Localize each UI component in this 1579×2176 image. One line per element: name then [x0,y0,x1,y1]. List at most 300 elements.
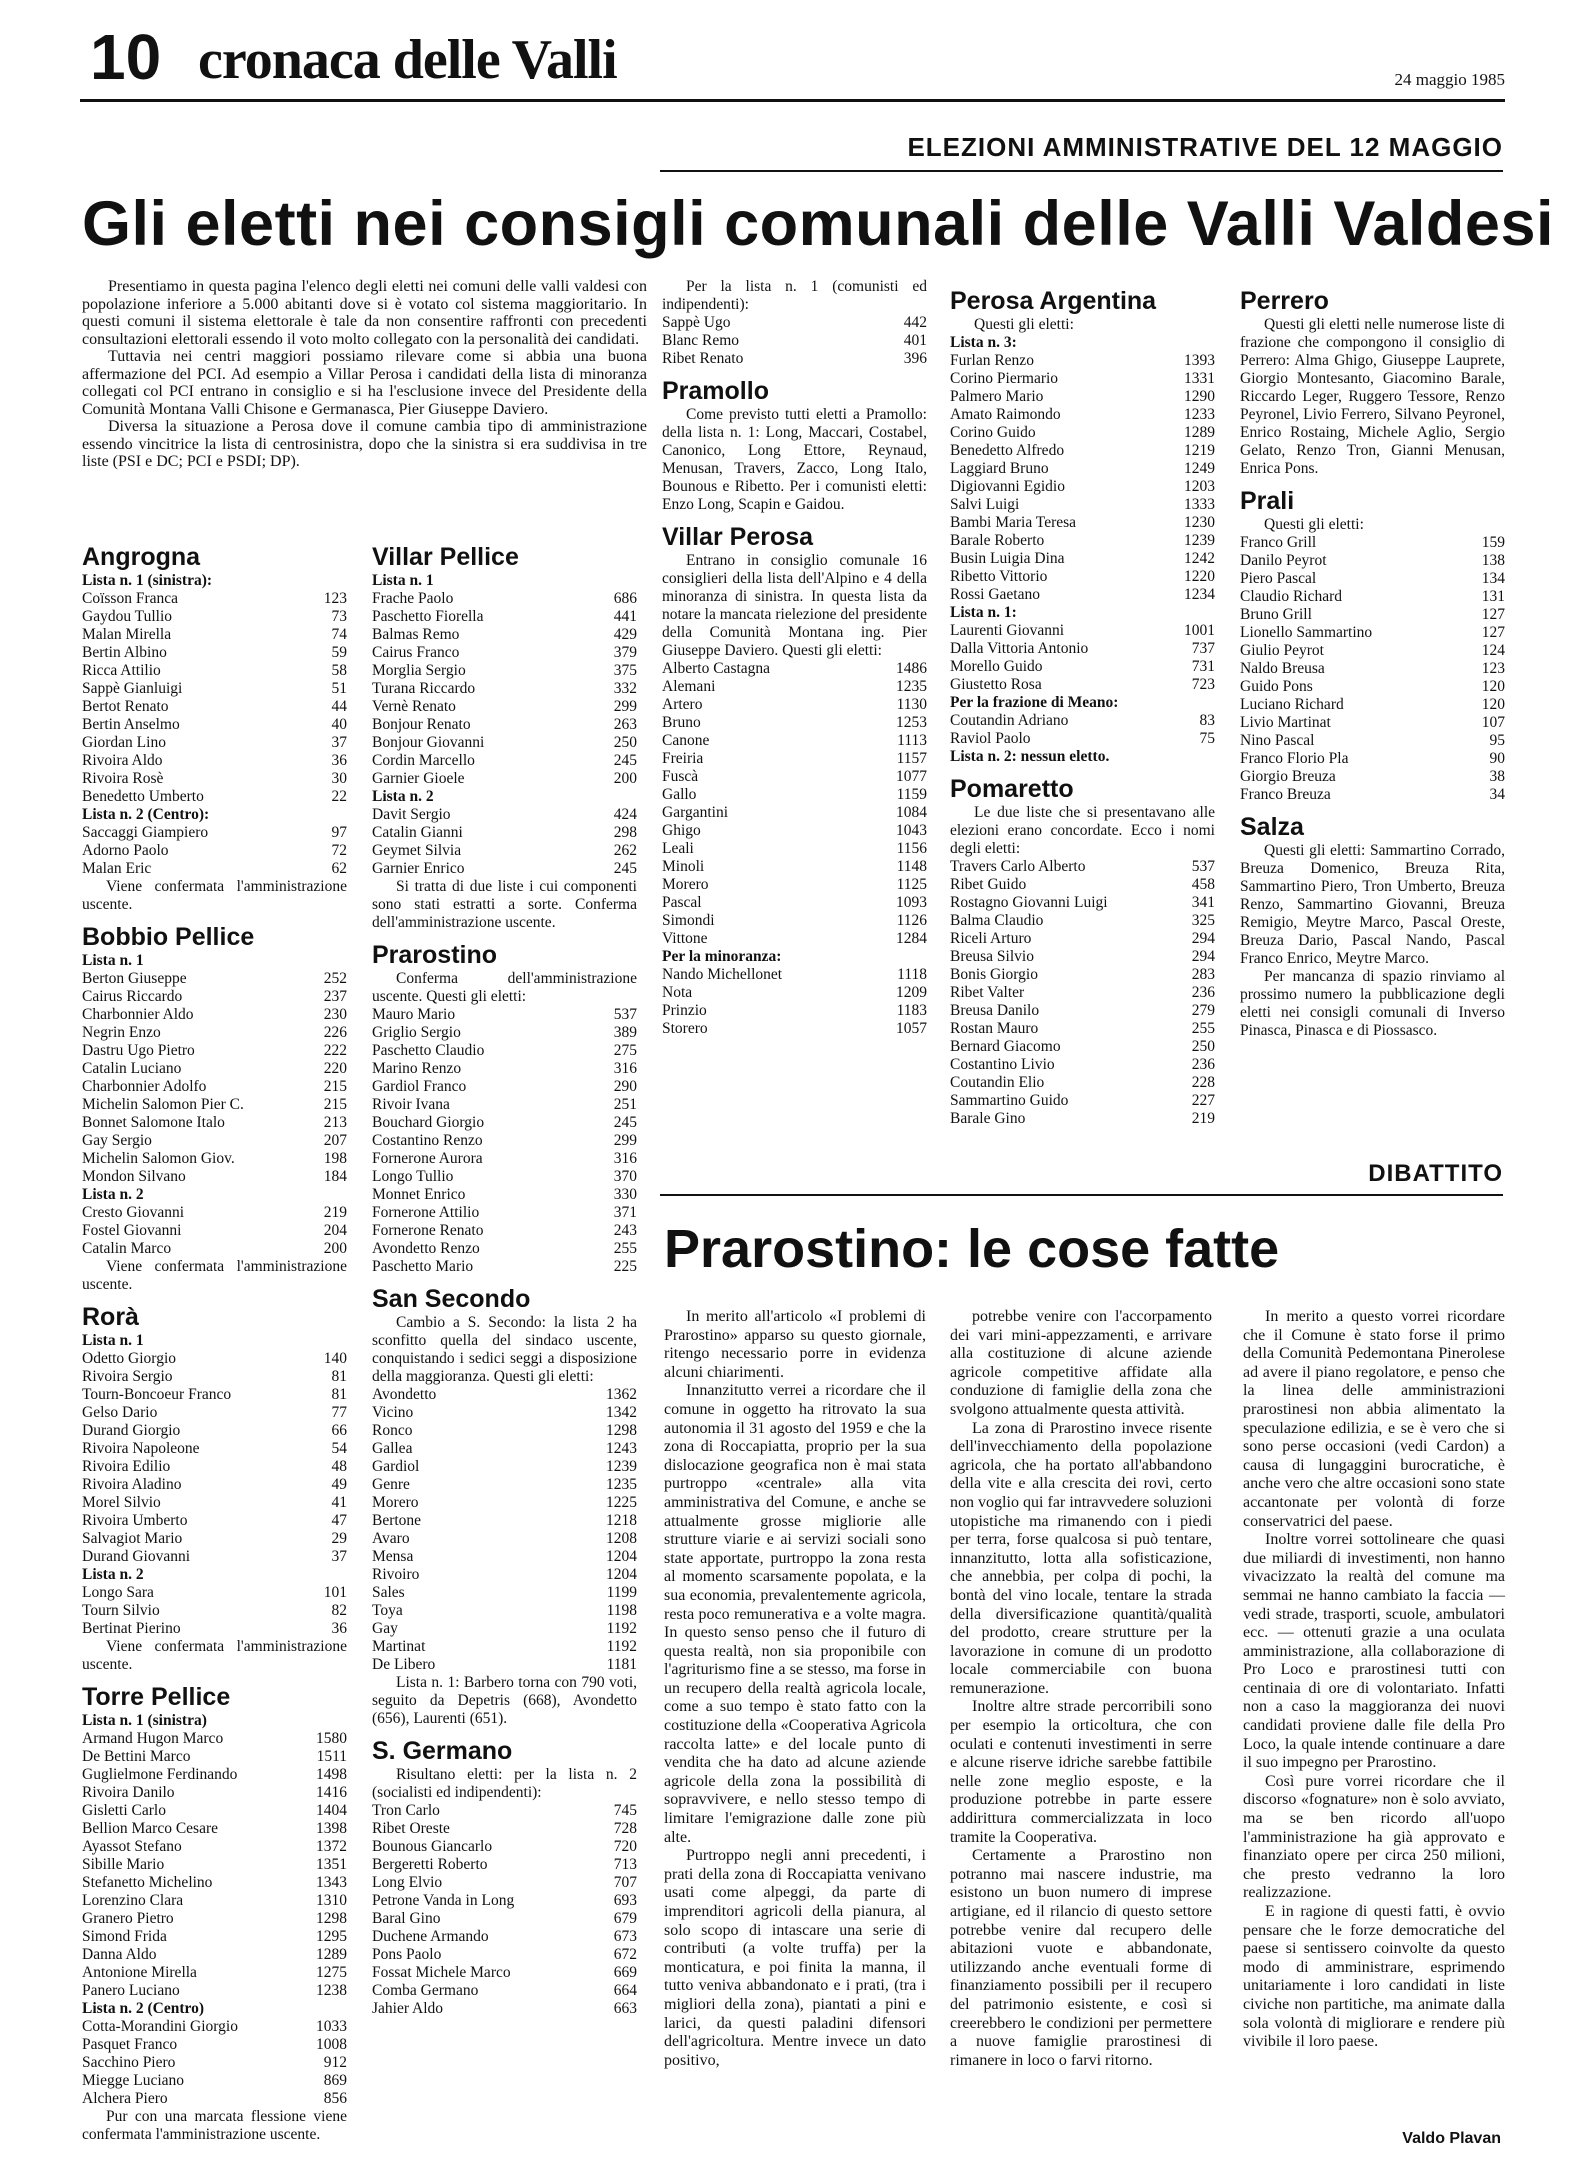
elected-row [82,1838,347,1856]
elected-row [1240,696,1505,714]
section-note: Viene confermata l'amministrazione uscente. [82,1638,347,1673]
vote-count: 1125 [896,876,927,893]
elected-row [82,734,347,752]
candidate-name: Gisletti Carlo [82,1802,166,1819]
elected-row [372,644,637,662]
section-note: Lista n. 1: Barbero torna con 790 voti, seguito da Depetris (668), Avondetto (656), Laurenti (651). [372,1674,637,1727]
candidate-name: Giustetto Rosa [950,676,1042,693]
vote-count: 1289 [1184,424,1215,441]
town-heading: Villar Pellice [372,543,519,571]
vote-count: 294 [1191,930,1215,947]
vote-count: 236 [1191,1056,1215,1073]
elected-row [372,1132,637,1150]
candidate-name: Ribet Guido [950,876,1027,893]
elected-row [950,1110,1215,1128]
elected-row [662,678,927,696]
vote-count: 225 [613,1258,637,1275]
candidate-name: Leali [662,840,694,857]
vote-count: 131 [1481,588,1505,605]
candidate-name: Frache Paolo [372,590,454,607]
candidate-name: Ghigo [662,822,701,839]
vote-count: 537 [1191,858,1215,875]
vote-count: 1183 [896,1002,927,1019]
elected-row [372,1168,637,1186]
elected-row [82,1766,347,1784]
candidate-name: Gardiol Franco [372,1078,467,1095]
results-column-4 [950,278,1215,1128]
vote-count: 36 [331,1620,347,1637]
vote-count: 1351 [316,1856,347,1873]
candidate-name: Bonjour Renato [372,716,471,733]
vote-count: 228 [1191,1074,1215,1091]
candidate-name: Sibille Mario [82,1856,165,1873]
vote-count: 1298 [316,1910,347,1927]
candidate-name: Comba Germano [372,1982,479,1999]
candidate-name: Marino Renzo [372,1060,462,1077]
vote-count: 1233 [1184,406,1215,423]
vote-count: 219 [323,1204,347,1221]
vote-count: 424 [613,806,637,823]
elected-row [372,1892,637,1910]
vote-count: 1372 [316,1838,347,1855]
elected-row [372,608,637,626]
candidate-name: Michelin Salomon Giov. [82,1150,235,1167]
elected-row [372,1258,637,1276]
candidate-name: Paschetto Claudio [372,1042,485,1059]
candidate-name: Rivoiro [372,1566,420,1583]
list-title: Lista n. 2 [82,1186,144,1203]
vote-count: 236 [1191,984,1215,1001]
vote-count: 1219 [1184,442,1215,459]
vote-count: 47 [331,1512,347,1529]
vote-count: 1498 [316,1766,347,1783]
vote-count: 77 [331,1404,347,1421]
candidate-name: Laggiard Bruno [950,460,1049,477]
elected-row [372,806,637,824]
vote-count: 1289 [316,1946,347,1963]
elected-row [82,1928,347,1946]
elected-row [372,662,637,680]
section-intro: Risultano eletti: per la lista n. 2 (socialisti ed indipendenti): [372,1766,637,1801]
vote-count: 341 [1191,894,1215,911]
elected-row [662,1020,927,1038]
candidate-name: Rivoira Umberto [82,1512,188,1529]
elected-row [82,1856,347,1874]
article-paragraph: E in ragione di questi fatti, è ovvio pensare che le forze democratiche del paese si sentissero coinvolte da questo modo di amministrare, esprimendo unitariamente i loro candidati in liste civiche non partitiche, ma animate dalla sola volontà di migliorare e rendere più vivibile il loro paese. [1243,1903,1505,2051]
candidate-name: Gelso Dario [82,1404,158,1421]
vote-count: 251 [613,1096,637,1113]
elected-row [372,824,637,842]
candidate-name: Fornerone Aurora [372,1150,483,1167]
vote-count: 1275 [316,1964,347,1981]
elected-row [82,1946,347,1964]
elected-row [82,1222,347,1240]
vote-count: 279 [1191,1002,1215,1019]
elected-row [950,586,1215,604]
section-intro: Questi gli eletti: [1264,516,1364,533]
candidate-name: Bellion Marco Cesare [82,1820,219,1837]
candidate-name: Duchene Armando [372,1928,489,1945]
section-divider [660,170,1503,172]
candidate-name: Alberto Castagna [662,660,771,677]
candidate-name: Turana Riccardo [372,680,476,697]
vote-count: 34 [1489,786,1505,803]
vote-count: 1156 [896,840,927,857]
candidate-name: Bergeretti Roberto [372,1856,488,1873]
elected-row [662,966,927,984]
candidate-name: Fornerone Renato [372,1222,484,1239]
vote-count: 1203 [1184,478,1215,495]
vote-count: 44 [331,698,347,715]
elected-row [950,406,1215,424]
elected-row [950,912,1215,930]
elected-row [82,2018,347,2036]
vote-count: 36 [331,752,347,769]
candidate-name: Cotta-Morandini Giorgio [82,2018,238,2035]
article-paragraph: In merito a questo vorrei ricordare che il Comune è stato forse il primo della Comunità Pedemontana Pinerolese ad avere il piano regolatore, e penso che la linea delle amministrazioni prarostinesi non abbia alimentato la speculazione edilizia, e se è vero che si sono perse occasioni (vedi Cardon) a causa di lungaggini burocratiche, è anche vero che altre occasioni sono state accantonate per volontà di forze conservatrici del paese. [1243,1308,1505,1530]
candidate-name: Malan Eric [82,860,152,877]
candidate-name: Coutandin Adriano [950,712,1069,729]
candidate-name: Ribet Renato [662,350,744,367]
candidate-name: Piero Pascal [1240,570,1317,587]
elected-row [82,1096,347,1114]
vote-count: 90 [1489,750,1505,767]
elected-row [662,912,927,930]
candidate-name: Avondetto [372,1386,437,1403]
candidate-name: Blanc Remo [662,332,740,349]
elected-row [950,984,1215,1002]
vote-count: 237 [323,988,347,1005]
list-title: Lista n. 2 (Centro) [82,2000,204,2017]
vote-count: 74 [331,626,347,643]
candidate-name: Ronco [372,1422,413,1439]
elected-row [950,568,1215,586]
candidate-name: Long Elvio [372,1874,443,1891]
candidate-name: Rivoira Danilo [82,1784,175,1801]
vote-count: 723 [1191,676,1215,693]
vote-count: 1242 [1184,550,1215,567]
vote-count: 66 [331,1422,347,1439]
vote-count: 140 [323,1350,347,1367]
candidate-name: Pascal [662,894,702,911]
vote-count: 123 [1481,660,1505,677]
candidate-name: Bonnet Salomone Italo [82,1114,225,1131]
elected-row [372,1928,637,1946]
vote-count: 679 [613,1910,637,1927]
elected-row [950,1038,1215,1056]
elected-row [950,1020,1215,1038]
candidate-name: Balmas Remo [372,626,460,643]
vote-count: 48 [331,1458,347,1475]
candidate-name: Barale Roberto [950,532,1045,549]
vote-count: 1084 [896,804,927,821]
vote-count: 127 [1481,624,1505,641]
candidate-name: Bertin Anselmo [82,716,180,733]
candidate-name: Costantino Livio [950,1056,1055,1073]
candidate-name: Gay [372,1620,398,1637]
elected-row [372,1422,637,1440]
vote-count: 49 [331,1476,347,1493]
candidate-name: Morello Guido [950,658,1043,675]
elected-row [82,970,347,988]
vote-count: 316 [613,1150,637,1167]
town-heading: Prarostino [372,941,498,969]
elected-row [372,1204,637,1222]
vote-count: 458 [1191,876,1215,893]
vote-count: 379 [613,644,637,661]
candidate-name: Bounous Giancarlo [372,1838,493,1855]
candidate-name: Rivoira Aldo [82,752,163,769]
elected-row [662,314,927,332]
elected-row [372,1856,637,1874]
candidate-name: Gallea [372,1440,413,1457]
vote-count: 1416 [316,1784,347,1801]
section-note: Pur con una marcata flessione viene confermata l'amministrazione uscente. [82,2108,347,2143]
vote-count: 299 [613,1132,637,1149]
candidate-name: Nino Pascal [1240,732,1315,749]
candidate-name: Giordan Lino [82,734,166,751]
elected-row [950,1074,1215,1092]
vote-count: 95 [1489,732,1505,749]
candidate-name: Franco Florio Pla [1240,750,1349,767]
elected-row [950,550,1215,568]
vote-count: 262 [613,842,637,859]
candidate-name: Storero [662,1020,708,1037]
intro-paragraph: Presentiamo in questa pagina l'elenco degli eletti nei comuni delle valli valdesi con popolazione inferiore a 5.000 abitanti dove si è votato col sistema maggioritario. In questi comuni il sistema elettorale è tale da non consentire raffronti con precedenti consultazioni elettorali essendo il voto molto collegato con la personalità dei candidati. [82,278,647,348]
elected-row [82,842,347,860]
elected-row [82,1024,347,1042]
vote-count: 686 [613,590,637,607]
candidate-name: Palmero Mario [950,388,1044,405]
candidate-name: Danilo Peyrot [1240,552,1327,569]
vote-count: 720 [613,1838,637,1855]
vote-count: 1238 [316,1982,347,1999]
elected-row [82,698,347,716]
candidate-name: Mondon Silvano [82,1168,186,1185]
vote-count: 255 [1191,1020,1215,1037]
vote-count: 263 [613,716,637,733]
article-paragraph: Innanzitutto verrei a ricordare che il comune in oggetto ha ritrovato la sua autonomia il 31 agosto del 1959 e che la zona di Roccapiatta, proprio per la sua dislocazione geografica non è mai stata purtroppo «centrale» alla vita amministrativa del Comune, e anche se attualmente grosse migliorie alle strutture viarie e ai servizi sociali sono state apportate, purtroppo la zona resta al momento scarsamente popolata, e la sua economia, prevalentemente agricola, resta poco remunerativa e a volte magra. In questo senso penso che il futuro di questa realtà, non sia proponibile con l'agriturismo fine a se stesso, ma forse in un recupero della realtà agricola locale, come a suo tempo è stato fatto con la costituzione della «Cooperativa Agricola raccolta latte» e del locale punto di vendita che ha dato ad alcune aziende agricole della zona la possibilità di sopravvivere, e nello stesso tempo di limitare l'emigrazione dalle zone più alte. [664,1382,926,1846]
vote-count: 673 [613,1928,637,1945]
elected-row [1240,786,1505,804]
candidate-name: Guido Pons [1240,678,1313,695]
elected-row [82,1150,347,1168]
elected-row [1240,750,1505,768]
vote-count: 1220 [1184,568,1215,585]
vote-count: 1342 [606,1404,637,1421]
elected-row [372,1802,637,1820]
candidate-name: Gay Sergio [82,1132,152,1149]
vote-count: 370 [613,1168,637,1185]
elected-row [662,840,927,858]
article-paragraph: Purtroppo negli anni precedenti, i prati della zona di Roccapiatta venivano usati come alpeggi, da parte di imprenditori agricoli della pianura, al solo scopo di intascare una serie di contributi (a volte truffa) per la monticatura, e poi finita la manna, il tutto veniva abbandonato e i prati, (tra i migliori della zona), piantati a pini e larici, da questi paladini difensori dell'agricoltura. Mentre invece un dato positivo, [664,1847,926,2069]
elected-row [82,1820,347,1838]
vote-count: 737 [1191,640,1215,657]
elected-row [372,1548,637,1566]
vote-count: 389 [613,1024,637,1041]
vote-count: 215 [323,1078,347,1095]
vote-count: 1235 [606,1476,637,1493]
elected-row [82,2072,347,2090]
vote-count: 226 [323,1024,347,1041]
article-paragraph: In merito all'articolo «I problemi di Prarostino» apparso su questo giornale, ritengo necessario porre in evidenza alcuni chiarimenti. [664,1308,926,1381]
town-heading: Torre Pellice [82,1683,231,1711]
elected-row [662,750,927,768]
vote-count: 330 [613,1186,637,1203]
vote-count: 107 [1481,714,1505,731]
candidate-name: Claudio Richard [1240,588,1343,605]
town-heading: Perosa Argentina [950,287,1157,315]
vote-count: 81 [331,1368,347,1385]
results-column-3 [662,278,927,1038]
vote-count: 184 [323,1168,347,1185]
elected-row [662,876,927,894]
vote-count: 54 [331,1440,347,1457]
elected-row [372,1530,637,1548]
article-column-3 [1243,1308,1505,2052]
candidate-name: Pasquet Franco [82,2036,178,2053]
elected-row [662,786,927,804]
elected-row [82,1404,347,1422]
vote-count: 1043 [896,822,927,839]
candidate-name: Vicino [372,1404,414,1421]
vote-count: 294 [1191,948,1215,965]
list-note: Lista n. 2: nessun eletto. [950,748,1110,765]
candidate-name: Tron Carlo [372,1802,440,1819]
elected-row [82,1350,347,1368]
elected-row [372,2000,637,2018]
vote-count: 1208 [606,1530,637,1547]
list-title: Lista n. 1 [82,952,144,969]
vote-count: 227 [1191,1092,1215,1109]
vote-count: 97 [331,824,347,841]
vote-count: 200 [323,1240,347,1257]
elected-row [372,1476,637,1494]
vote-count: 1209 [896,984,927,1001]
candidate-name: Griglio Sergio [372,1024,461,1041]
candidate-name: Raviol Paolo [950,730,1031,747]
candidate-name: Lionello Sammartino [1240,624,1373,641]
candidate-name: Cordin Marcello [372,752,475,769]
candidate-name: Avaro [372,1530,410,1547]
candidate-name: Fuscà [662,768,699,785]
elected-row [82,2090,347,2108]
elected-row [372,590,637,608]
vote-count: 1580 [316,1730,347,1747]
candidate-name: Catalin Gianni [372,824,463,841]
vote-count: 200 [613,770,637,787]
candidate-name: Simond Frida [82,1928,167,1945]
elected-row [1240,570,1505,588]
candidate-name: Rivoira Napoleone [82,1440,200,1457]
vote-count: 1057 [896,1020,927,1037]
elected-row [372,1006,637,1024]
elected-row [82,1748,347,1766]
vote-count: 1008 [316,2036,347,2053]
vote-count: 441 [613,608,637,625]
candidate-name: Rivoira Aladino [82,1476,182,1493]
elected-row [950,622,1215,640]
elected-row [82,1132,347,1150]
elected-row [82,1802,347,1820]
town-heading: Perrero [1240,287,1329,315]
elected-row [82,1476,347,1494]
vote-count: 1192 [606,1638,637,1655]
list-title: Lista n. 3: [950,334,1017,351]
vote-count: 869 [323,2072,347,2089]
elected-row [662,768,927,786]
elected-row [372,1024,637,1042]
section-intro: Le due liste che si presentavano alle elezioni erano concordate. Ecco i nomi degli eletti: [950,804,1215,857]
vote-count: 1511 [316,1748,347,1765]
elected-row [372,1602,637,1620]
elected-row [82,1440,347,1458]
elected-row [82,1060,347,1078]
candidate-name: Ribet Valter [950,984,1025,1001]
elected-row [662,894,927,912]
elected-row [950,1056,1215,1074]
elected-row [82,1078,347,1096]
vote-count: 1343 [316,1874,347,1891]
elected-row [372,680,637,698]
elected-row [82,1602,347,1620]
candidate-name: Simondi [662,912,715,929]
candidate-name: Gardiol [372,1458,420,1475]
elected-row [82,1584,347,1602]
candidate-name: Freiria [662,750,704,767]
vote-count: 298 [613,824,637,841]
section-intro: Come previsto tutti eletti a Pramollo: della lista n. 1: Long, Maccari, Costabel, Canonico, Long Ettore, Reynaud, Menusan, Travers, Zacco, Long Italo, Bounous e Ribetto. Per i comunisti eletti: Enzo Long, Scapin e Gaidou. [662,406,927,513]
candidate-name: De Bettini Marco [82,1748,191,1765]
elected-row [662,660,927,678]
candidate-name: Ribet Oreste [372,1820,450,1837]
paper-name: cronaca delle Valli [198,29,617,91]
elected-row [372,1656,637,1674]
vote-count: 72 [331,842,347,859]
list-title: Per la frazione di Meano: [950,694,1119,711]
vote-count: 127 [1481,606,1505,623]
elected-row [372,1114,637,1132]
elected-row [662,984,927,1002]
elected-row [950,478,1215,496]
elected-row [82,2036,347,2054]
candidate-name: Morero [662,876,709,893]
elected-row [1240,678,1505,696]
vote-count: 198 [323,1150,347,1167]
elected-row [372,1386,637,1404]
candidate-name: Martinat [372,1638,426,1655]
candidate-name: Laurenti Giovanni [950,622,1065,639]
elected-row [1240,552,1505,570]
candidate-name: Sacchino Piero [82,2054,176,2071]
candidate-name: Luciano Richard [1240,696,1344,713]
elected-row [950,442,1215,460]
vote-count: 83 [1199,712,1215,729]
vote-count: 332 [613,680,637,697]
elected-row [1240,732,1505,750]
vote-count: 37 [331,734,347,751]
vote-count: 1118 [897,966,927,983]
list-title: Lista n. 1 (sinistra): [82,572,213,589]
candidate-name: Sappè Ugo [662,314,731,331]
elected-row [950,1092,1215,1110]
elected-row [372,1638,637,1656]
candidate-name: Minoli [662,858,705,875]
candidate-name: Benedetto Alfredo [950,442,1065,459]
elected-row [82,824,347,842]
candidate-name: Avondetto Renzo [372,1240,480,1257]
vote-count: 375 [613,662,637,679]
